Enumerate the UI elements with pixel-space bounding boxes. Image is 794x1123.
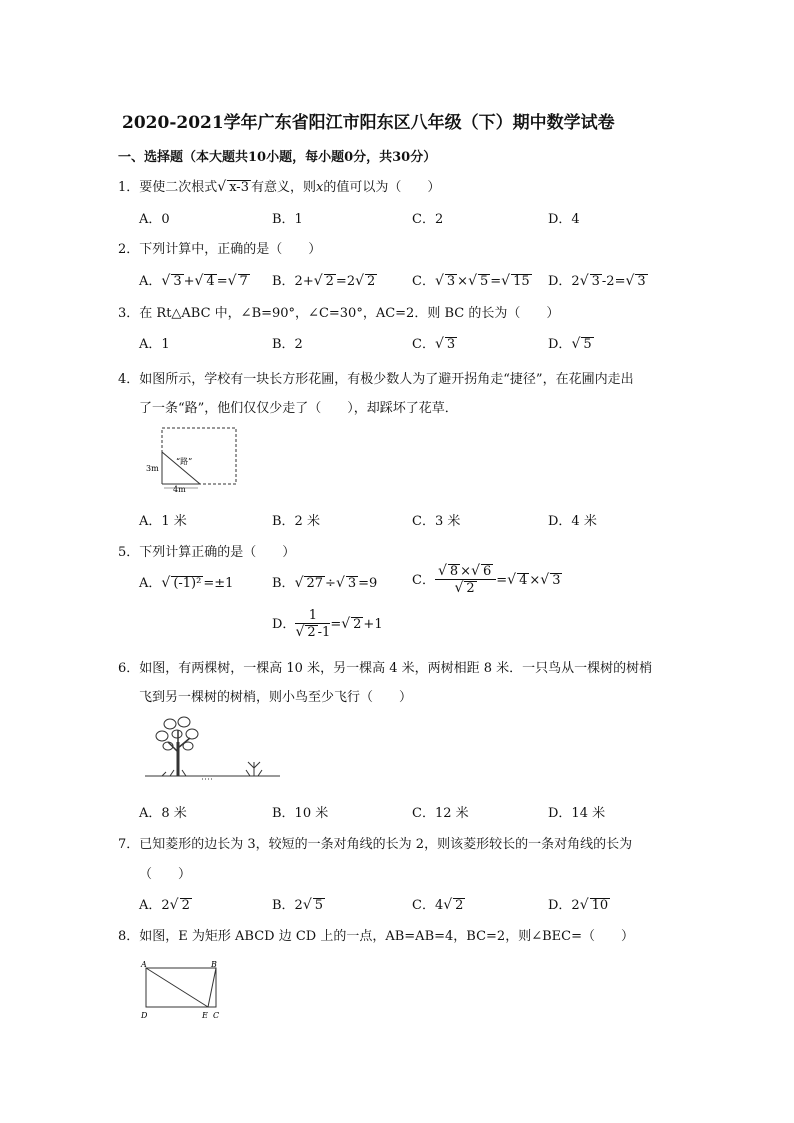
q4-road-label: “路” [176, 457, 193, 466]
question-7-line2: （ ） [139, 867, 192, 882]
question-1-stem: 1．要使二次根式√ x-3 有意义，则x的值可以为（ ） [118, 179, 441, 195]
q8-label-c: C [213, 1011, 220, 1020]
q2-option-b[interactable]: B．2+√ 2 =2√ 2 [272, 273, 376, 289]
question-5-stem: 5．下列计算正确的是（ ） [118, 545, 296, 560]
q7-option-a[interactable]: A．2√ 2 [139, 897, 190, 913]
q3-option-b[interactable]: B．2 [272, 337, 303, 352]
q7-option-b[interactable]: B．2√ 5 [272, 897, 324, 913]
q3-option-c[interactable]: C．√ 3 [412, 336, 456, 352]
page-title: 2020-2021学年广东省阳江市阳东区八年级（下）期中数学试卷 [122, 113, 615, 133]
question-8-stem: 8．如图，E 为矩形 ABCD 边 CD 上的一点，AB=AB=4，BC=2，则∠BEC=（ ） [118, 929, 634, 944]
q6-option-d[interactable]: D．14 米 [548, 806, 606, 821]
question-6-line2: 飞到另一棵树的树梢，则小鸟至少飞行（ ） [139, 690, 413, 705]
q2-option-c[interactable]: C．√ 3 ×√ 5 =√ 15 [412, 273, 530, 289]
q5-option-a[interactable]: A．√ (-1)² =±1 [139, 575, 234, 591]
q8-label-d: D [141, 1011, 148, 1020]
q1-text-c: 的值可以为（ ） [323, 180, 441, 195]
question-7-line1: 7．已知菱形的边长为 3，较短的一条对角线的长为 2，则该菱形较长的一条对角线的长为 [118, 837, 633, 852]
q4-option-a[interactable]: A．1 米 [139, 514, 187, 529]
q6-option-a[interactable]: A．8 米 [139, 806, 187, 821]
q7-option-c[interactable]: C．4√ 2 [412, 897, 464, 913]
q4-garden-figure [140, 424, 240, 494]
q3-option-d[interactable]: D．√ 5 [548, 336, 592, 352]
q5-option-c[interactable]: C． $\frac{√ 8 \times√ 6}{√ 2}$ =√ 4 ×√ 3 [412, 563, 561, 596]
q6-option-c[interactable]: C．12 米 [412, 806, 469, 821]
question-6-line1: 6．如图，有两棵树，一棵高 10 米，另一棵高 4 米，两树相距 8 米．一只鸟从一棵树的树梢 [118, 661, 653, 676]
q1-text-a: 1．要使二次根式 [118, 180, 218, 195]
q1-option-b[interactable]: B．1 [272, 212, 303, 227]
q5-option-d[interactable]: D． $\frac{1}{√ 2 -1}$ =√ 2 +1 [272, 608, 383, 640]
q4-option-b[interactable]: B．2 米 [272, 514, 320, 529]
q1-option-d[interactable]: D．4 [548, 212, 580, 227]
q1-text-b: 有意义，则 [250, 180, 316, 195]
q1-variable: x [316, 180, 324, 195]
q7-option-d[interactable]: D．2√ 10 [548, 897, 609, 913]
q4-side-label: 3m [146, 464, 159, 473]
q4-base-label: 4m [173, 485, 186, 494]
q2-option-d[interactable]: D．2√ 3 -2=√ 3 [548, 273, 646, 289]
section-header: 一、选择题（本大题共10小题，每小题0分，共30分） [118, 150, 437, 165]
q5-option-b[interactable]: B．√ 27 ÷√ 3 =9 [272, 575, 378, 591]
q6-trees-figure [140, 712, 285, 784]
q8-label-e: E [202, 1011, 208, 1020]
q1-radicand: x-3 [229, 180, 249, 195]
q6-option-b[interactable]: B．10 米 [272, 806, 329, 821]
q1-option-c[interactable]: C．2 [412, 212, 444, 227]
q8-label-a: A [141, 960, 147, 969]
q8-label-b: B [211, 960, 217, 969]
q3-option-a[interactable]: A．1 [139, 337, 170, 352]
q4-option-d[interactable]: D．4 米 [548, 514, 597, 529]
q8-rectangle-figure [138, 958, 228, 1020]
question-3-stem: 3．在 Rt△ABC 中，∠B=90°，∠C=30°，AC=2．则 BC 的长为（ ） [118, 306, 560, 321]
question-4-line1: 4．如图所示，学校有一块长方形花圃，有极少数人为了避开拐角走“捷径”，在花圃内走出 [118, 372, 634, 387]
q4-option-c[interactable]: C．3 米 [412, 514, 461, 529]
question-4-line2: 了一条“路”，他们仅仅少走了（ ），却踩坏了花草． [139, 401, 458, 416]
q3-option-d-label: D． [548, 337, 572, 352]
q2-option-a[interactable]: A．√ 3 +√ 4 =√ 7 [139, 273, 248, 289]
question-2-stem: 2．下列计算中，正确的是（ ） [118, 242, 322, 257]
q3-option-c-label: C． [412, 337, 435, 352]
q1-option-a[interactable]: A．0 [139, 212, 170, 227]
